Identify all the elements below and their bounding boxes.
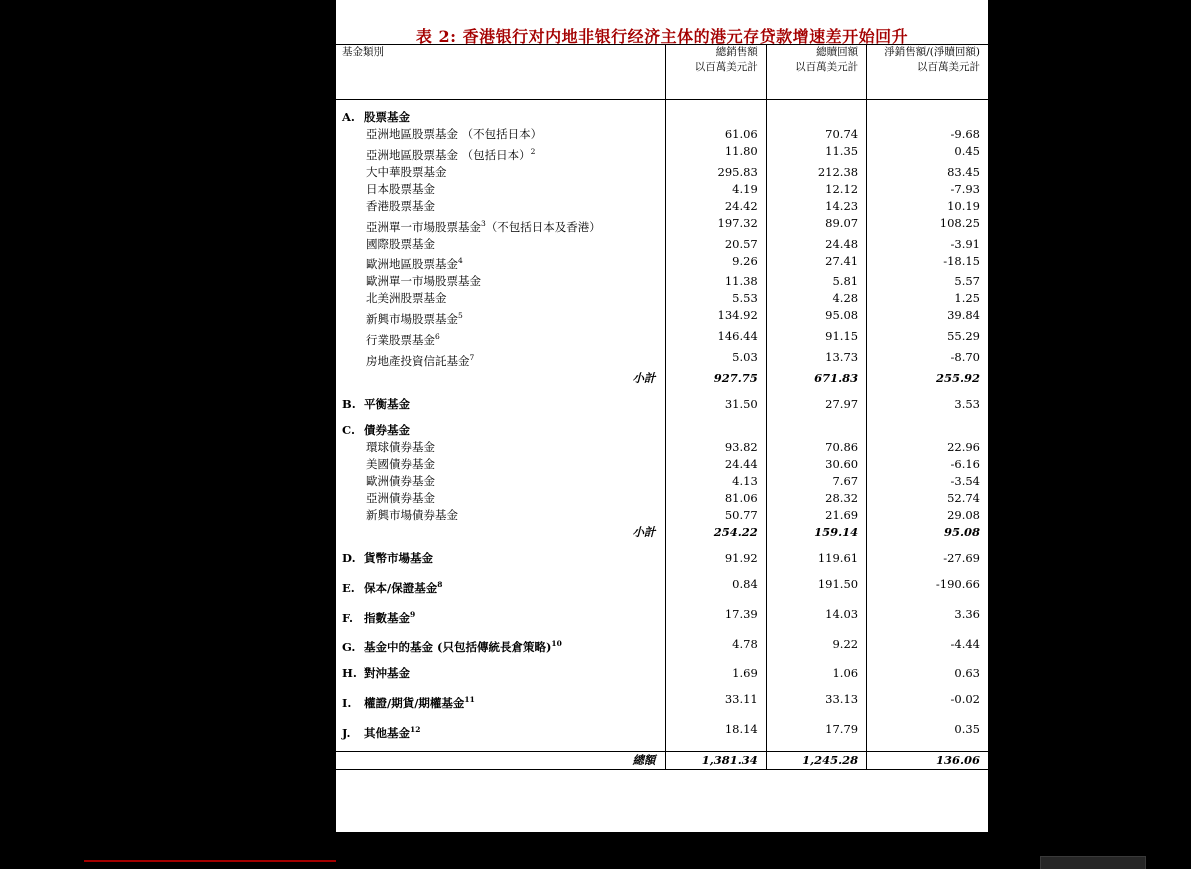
cell-net-sales: -6.16 bbox=[867, 456, 988, 473]
cell-gross-redemptions: 159.14 bbox=[766, 524, 866, 541]
cell-gross-redemptions: 21.69 bbox=[766, 507, 866, 524]
cell-net-sales: 55.29 bbox=[867, 328, 988, 349]
cell-gross-sales: 5.03 bbox=[666, 349, 766, 370]
table-row bbox=[336, 691, 988, 712]
cell-category bbox=[336, 253, 666, 274]
cell-gross-redemptions: 5.81 bbox=[766, 273, 866, 290]
cell-gross-redemptions: 14.03 bbox=[766, 606, 866, 627]
table-row bbox=[336, 636, 988, 657]
table-row bbox=[336, 109, 988, 126]
cell-empty bbox=[666, 413, 766, 422]
cell-gross-sales: 24.42 bbox=[666, 198, 766, 215]
table-row bbox=[336, 181, 988, 198]
cell-net-sales: 22.96 bbox=[867, 439, 988, 456]
cell-category bbox=[336, 691, 666, 712]
table-total-row bbox=[336, 752, 988, 770]
cell-empty bbox=[766, 742, 866, 752]
cell-empty bbox=[666, 742, 766, 752]
cell-gross-redemptions: 95.08 bbox=[766, 307, 866, 328]
cell-net-sales: 3.36 bbox=[867, 606, 988, 627]
table-body bbox=[336, 100, 988, 770]
cell-gross-sales: 927.75 bbox=[666, 370, 766, 387]
header-gross-redemptions-line2: 以百萬美元計 bbox=[795, 61, 859, 73]
table-row bbox=[336, 198, 988, 215]
table-header-row bbox=[336, 45, 988, 100]
table-spacer-row bbox=[336, 742, 988, 752]
cell-gross-redemptions: 1.06 bbox=[766, 665, 866, 682]
cell-empty bbox=[867, 712, 988, 721]
cell-net-sales: 0.45 bbox=[867, 143, 988, 164]
cell-net-sales: 1.25 bbox=[867, 290, 988, 307]
cell-net-sales: 3.53 bbox=[867, 396, 988, 413]
table-row bbox=[336, 576, 988, 597]
cell-gross-redemptions: 70.74 bbox=[766, 126, 866, 143]
table-spacer-row bbox=[336, 100, 988, 110]
cell-gross-sales: 295.83 bbox=[666, 164, 766, 181]
cell-net-sales: 52.74 bbox=[867, 490, 988, 507]
cell-gross-sales: 0.84 bbox=[666, 576, 766, 597]
cell-gross-redemptions: 70.86 bbox=[766, 439, 866, 456]
cell-category bbox=[336, 126, 666, 143]
total-label: 總額 bbox=[632, 753, 656, 768]
cell-category bbox=[336, 396, 666, 413]
cell-category bbox=[336, 721, 666, 742]
cell-net-sales: -3.54 bbox=[867, 473, 988, 490]
cell-category bbox=[336, 349, 666, 370]
table-row bbox=[336, 473, 988, 490]
row-label: 新興市場債券基金 bbox=[366, 507, 458, 522]
footnote-marker: 5 bbox=[458, 311, 463, 321]
section-letter: I. bbox=[342, 696, 352, 711]
cell-gross-sales: 20.57 bbox=[666, 236, 766, 253]
cell-category bbox=[336, 236, 666, 253]
header-net-sales-line2: 以百萬美元計 bbox=[917, 61, 980, 73]
footnote-marker: 4 bbox=[458, 256, 463, 266]
cell-category bbox=[336, 143, 666, 164]
table-row bbox=[336, 273, 988, 290]
table-row bbox=[336, 215, 988, 236]
row-label: 亞洲單一市場股票基金$^3$（不包括日本及香港） bbox=[366, 218, 601, 234]
cell-net-sales: 108.25 bbox=[867, 215, 988, 236]
fund-table-container bbox=[336, 44, 988, 770]
row-label: 美國債券基金 bbox=[366, 456, 435, 471]
cell-gross-sales: 31.50 bbox=[666, 396, 766, 413]
cell-empty bbox=[666, 422, 766, 439]
cell-empty bbox=[867, 100, 988, 110]
cell-net-sales: -9.68 bbox=[867, 126, 988, 143]
table-row bbox=[336, 721, 988, 742]
cell-net-sales: -18.15 bbox=[867, 253, 988, 274]
header-cell-gross-sales bbox=[666, 45, 766, 100]
cell-empty bbox=[766, 387, 866, 396]
cell-gross-sales: 9.26 bbox=[666, 253, 766, 274]
cell-category bbox=[336, 439, 666, 456]
cell-empty bbox=[766, 109, 866, 126]
cell-gross-redemptions: 30.60 bbox=[766, 456, 866, 473]
cell-gross-redemptions: 89.07 bbox=[766, 215, 866, 236]
cell-gross-sales: 91.92 bbox=[666, 550, 766, 567]
cell-empty bbox=[666, 712, 766, 721]
section-name: 權證/期貨/期權基金$^{11}$ bbox=[364, 695, 475, 711]
header-gross-sales-line1: 總銷售額 bbox=[715, 46, 758, 58]
cell-category bbox=[336, 422, 666, 439]
section-letter: J. bbox=[342, 726, 351, 741]
table-spacer-row bbox=[336, 387, 988, 396]
cell-gross-sales: 17.39 bbox=[666, 606, 766, 627]
cell-gross-redemptions: 671.83 bbox=[766, 370, 866, 387]
cell-net-sales: 5.57 bbox=[867, 273, 988, 290]
cell-empty bbox=[867, 742, 988, 752]
cell-empty bbox=[766, 413, 866, 422]
section-letter: E. bbox=[342, 580, 355, 595]
table-spacer-row bbox=[336, 413, 988, 422]
table-subtotal-row bbox=[336, 524, 988, 541]
cell-category bbox=[336, 328, 666, 349]
cell-empty bbox=[766, 541, 866, 550]
header-cell-gross-redemptions bbox=[766, 45, 866, 100]
cell-gross-redemptions: 4.28 bbox=[766, 290, 866, 307]
cell-gross-sales: 50.77 bbox=[666, 507, 766, 524]
row-label: 北美洲股票基金 bbox=[366, 291, 447, 306]
section-name: 指數基金$^9$ bbox=[364, 609, 416, 625]
table-spacer-row bbox=[336, 567, 988, 576]
row-label: 日本股票基金 bbox=[366, 181, 435, 196]
table-row bbox=[336, 143, 988, 164]
cell-category bbox=[336, 665, 666, 682]
cell-gross-sales: 4.19 bbox=[666, 181, 766, 198]
table-row bbox=[336, 236, 988, 253]
cell-empty bbox=[766, 597, 866, 606]
table-row bbox=[336, 439, 988, 456]
table-row bbox=[336, 550, 988, 567]
cell-gross-sales: 1,381.34 bbox=[666, 752, 766, 770]
section-letter: H. bbox=[342, 666, 357, 681]
cell-category bbox=[336, 164, 666, 181]
table-row bbox=[336, 422, 988, 439]
cell-empty bbox=[867, 109, 988, 126]
table-row bbox=[336, 164, 988, 181]
cell-category bbox=[336, 606, 666, 627]
cell-net-sales: 39.84 bbox=[867, 307, 988, 328]
table-spacer-row bbox=[336, 597, 988, 606]
section-letter: A. bbox=[342, 110, 355, 124]
cell-gross-sales: 18.14 bbox=[666, 721, 766, 742]
cell-empty bbox=[867, 656, 988, 665]
cell-empty bbox=[867, 567, 988, 576]
table-subtotal-row bbox=[336, 370, 988, 387]
cell-category bbox=[336, 109, 666, 126]
cell-empty bbox=[666, 597, 766, 606]
cell-category bbox=[336, 490, 666, 507]
subtotal-label: 小計 bbox=[632, 524, 656, 539]
cell-net-sales: 0.63 bbox=[867, 665, 988, 682]
cell-net-sales: -7.93 bbox=[867, 181, 988, 198]
section-name: 其他基金$^{12}$ bbox=[364, 725, 421, 741]
cell-empty bbox=[766, 682, 866, 691]
footnote-marker: 3 bbox=[481, 218, 486, 228]
table-row bbox=[336, 396, 988, 413]
footnote-marker: 8 bbox=[437, 579, 443, 589]
row-label: 行業股票基金$^6$ bbox=[366, 332, 440, 348]
cell-net-sales: -8.70 bbox=[867, 349, 988, 370]
fund-statistics-table bbox=[336, 44, 988, 770]
cell-net-sales: 95.08 bbox=[867, 524, 988, 541]
cell-net-sales: -190.66 bbox=[867, 576, 988, 597]
cell-empty bbox=[867, 627, 988, 636]
table-row bbox=[336, 456, 988, 473]
cell-net-sales: -3.91 bbox=[867, 236, 988, 253]
cell-gross-sales: 4.13 bbox=[666, 473, 766, 490]
cell-gross-sales: 81.06 bbox=[666, 490, 766, 507]
footnote-marker: 6 bbox=[435, 332, 440, 342]
table-header bbox=[336, 45, 988, 100]
table-row bbox=[336, 126, 988, 143]
cell-category bbox=[336, 550, 666, 567]
header-gross-sales-line2: 以百萬美元計 bbox=[694, 61, 758, 73]
cell-net-sales: -0.02 bbox=[867, 691, 988, 712]
cell-empty bbox=[666, 627, 766, 636]
cell-empty bbox=[666, 567, 766, 576]
cell-gross-redemptions: 17.79 bbox=[766, 721, 866, 742]
footnote-marker: 11 bbox=[464, 695, 475, 705]
cell-category bbox=[336, 181, 666, 198]
cell-gross-sales: 146.44 bbox=[666, 328, 766, 349]
header-gross-redemptions-line1: 總贖回額 bbox=[816, 46, 859, 58]
cell-gross-sales: 93.82 bbox=[666, 439, 766, 456]
cell-gross-redemptions: 27.97 bbox=[766, 396, 866, 413]
cell-empty bbox=[867, 682, 988, 691]
cell-gross-redemptions: 12.12 bbox=[766, 181, 866, 198]
footer-corner-box bbox=[1040, 856, 1146, 869]
cell-empty bbox=[666, 541, 766, 550]
table-row bbox=[336, 665, 988, 682]
table-spacer-row bbox=[336, 712, 988, 721]
cell-empty bbox=[867, 387, 988, 396]
section-letter: G. bbox=[342, 640, 356, 655]
section-letter: D. bbox=[342, 550, 356, 565]
row-label: 亞洲地區股票基金 （不包括日本） bbox=[366, 127, 543, 141]
row-label: 歐洲單一市場股票基金 bbox=[366, 274, 481, 289]
table-row bbox=[336, 490, 988, 507]
row-label: 大中華股票基金 bbox=[366, 164, 447, 179]
cell-gross-sales: 5.53 bbox=[666, 290, 766, 307]
table-row bbox=[336, 290, 988, 307]
cell-gross-sales: 197.32 bbox=[666, 215, 766, 236]
section-name: 貨幣市場基金 bbox=[364, 550, 433, 565]
cell-gross-sales: 33.11 bbox=[666, 691, 766, 712]
cell-net-sales: 0.35 bbox=[867, 721, 988, 742]
cell-gross-sales: 24.44 bbox=[666, 456, 766, 473]
cell-category bbox=[336, 576, 666, 597]
cell-gross-redemptions: 1,245.28 bbox=[766, 752, 866, 770]
cell-gross-sales: 254.22 bbox=[666, 524, 766, 541]
row-label: 國際股票基金 bbox=[366, 236, 435, 251]
cell-empty bbox=[867, 413, 988, 422]
section-name: 債券基金 bbox=[364, 422, 410, 437]
table-row bbox=[336, 307, 988, 328]
table-row bbox=[336, 507, 988, 524]
cell-gross-redemptions: 28.32 bbox=[766, 490, 866, 507]
page-title: 表 2: 香港银行对内地非银行经济主体的港元存贷款增速差开始回升 bbox=[415, 27, 909, 46]
footnote-marker: 12 bbox=[410, 725, 421, 735]
cell-net-sales: -27.69 bbox=[867, 550, 988, 567]
cell-net-sales: 255.92 bbox=[867, 370, 988, 387]
cell-gross-redemptions: 11.35 bbox=[766, 143, 866, 164]
cell-net-sales: 83.45 bbox=[867, 164, 988, 181]
cell-category bbox=[336, 198, 666, 215]
row-label: 亞洲地區股票基金 （包括日本）$^2$ bbox=[366, 147, 536, 162]
cell-empty bbox=[766, 567, 866, 576]
table-spacer-row bbox=[336, 541, 988, 550]
section-name: 對沖基金 bbox=[364, 666, 410, 681]
cell-empty bbox=[666, 387, 766, 396]
cell-category bbox=[336, 456, 666, 473]
cell-empty bbox=[867, 597, 988, 606]
cell-gross-sales: 4.78 bbox=[666, 636, 766, 657]
table-row bbox=[336, 606, 988, 627]
cell-gross-redemptions: 191.50 bbox=[766, 576, 866, 597]
cell-category bbox=[336, 307, 666, 328]
subtotal-label: 小計 bbox=[632, 370, 656, 385]
header-category-label: 基金類別 bbox=[342, 46, 384, 58]
cell-gross-sales: 11.38 bbox=[666, 273, 766, 290]
section-name: 股票基金 bbox=[364, 110, 410, 124]
cell-empty bbox=[867, 541, 988, 550]
cell-empty bbox=[867, 422, 988, 439]
cell-gross-redemptions: 119.61 bbox=[766, 550, 866, 567]
row-label: 新興市場股票基金$^5$ bbox=[366, 311, 463, 327]
table-spacer-row bbox=[336, 627, 988, 636]
cell-gross-sales: 134.92 bbox=[666, 307, 766, 328]
row-label: 香港股票基金 bbox=[366, 198, 435, 213]
cell-empty bbox=[766, 627, 866, 636]
cell-gross-redemptions: 24.48 bbox=[766, 236, 866, 253]
row-label: 亞洲債券基金 bbox=[366, 490, 435, 505]
cell-empty bbox=[766, 422, 866, 439]
cell-gross-sales: 11.80 bbox=[666, 143, 766, 164]
footer-red-rule bbox=[84, 860, 336, 862]
cell-net-sales: 136.06 bbox=[867, 752, 988, 770]
cell-category bbox=[336, 507, 666, 524]
section-name: 平衡基金 bbox=[364, 396, 410, 411]
cell-category bbox=[336, 215, 666, 236]
cell-category bbox=[336, 473, 666, 490]
cell-empty bbox=[766, 712, 866, 721]
footnote-marker: 10 bbox=[551, 639, 562, 649]
cell-gross-redemptions: 212.38 bbox=[766, 164, 866, 181]
cell-category bbox=[336, 273, 666, 290]
table-spacer-row bbox=[336, 682, 988, 691]
cell-gross-redemptions: 9.22 bbox=[766, 636, 866, 657]
cell-empty bbox=[666, 656, 766, 665]
cell-empty bbox=[766, 100, 866, 110]
cell-empty bbox=[766, 656, 866, 665]
cell-net-sales: -4.44 bbox=[867, 636, 988, 657]
section-letter: F. bbox=[342, 610, 354, 625]
cell-empty bbox=[666, 100, 766, 110]
cell-category bbox=[336, 636, 666, 657]
cell-category bbox=[336, 290, 666, 307]
cell-empty bbox=[666, 682, 766, 691]
cell-net-sales: 29.08 bbox=[867, 507, 988, 524]
footnote-marker: 2 bbox=[530, 147, 536, 156]
row-label: 歐洲債券基金 bbox=[366, 473, 435, 488]
cell-gross-redemptions: 14.23 bbox=[766, 198, 866, 215]
footnote-marker: 7 bbox=[469, 353, 475, 363]
cell-gross-redemptions: 33.13 bbox=[766, 691, 866, 712]
section-name: 基金中的基金 (只包括傳統長倉策略)$^{10}$ bbox=[364, 639, 562, 655]
section-letter: B. bbox=[342, 396, 356, 411]
table-row bbox=[336, 253, 988, 274]
cell-gross-sales: 61.06 bbox=[666, 126, 766, 143]
cell-gross-sales: 1.69 bbox=[666, 665, 766, 682]
footnote-marker: 9 bbox=[410, 609, 416, 619]
cell-net-sales: 10.19 bbox=[867, 198, 988, 215]
cell-gross-redemptions: 27.41 bbox=[766, 253, 866, 274]
section-letter: C. bbox=[342, 422, 355, 437]
cell-gross-redemptions: 7.67 bbox=[766, 473, 866, 490]
cell-empty bbox=[666, 109, 766, 126]
header-cell-net-sales bbox=[867, 45, 988, 100]
row-label: 歐洲地區股票基金$^4$ bbox=[366, 256, 463, 272]
header-cell-category bbox=[336, 45, 666, 100]
table-row bbox=[336, 349, 988, 370]
row-label: 環球債券基金 bbox=[366, 439, 435, 454]
cell-gross-redemptions: 13.73 bbox=[766, 349, 866, 370]
section-name: 保本/保證基金$^8$ bbox=[364, 579, 443, 595]
header-net-sales-line1: 淨銷售額/(淨贖回額) bbox=[884, 46, 980, 58]
row-label: 房地產投資信託基金$^7$ bbox=[366, 353, 475, 368]
table-spacer-row bbox=[336, 656, 988, 665]
table-row bbox=[336, 328, 988, 349]
cell-gross-redemptions: 91.15 bbox=[766, 328, 866, 349]
